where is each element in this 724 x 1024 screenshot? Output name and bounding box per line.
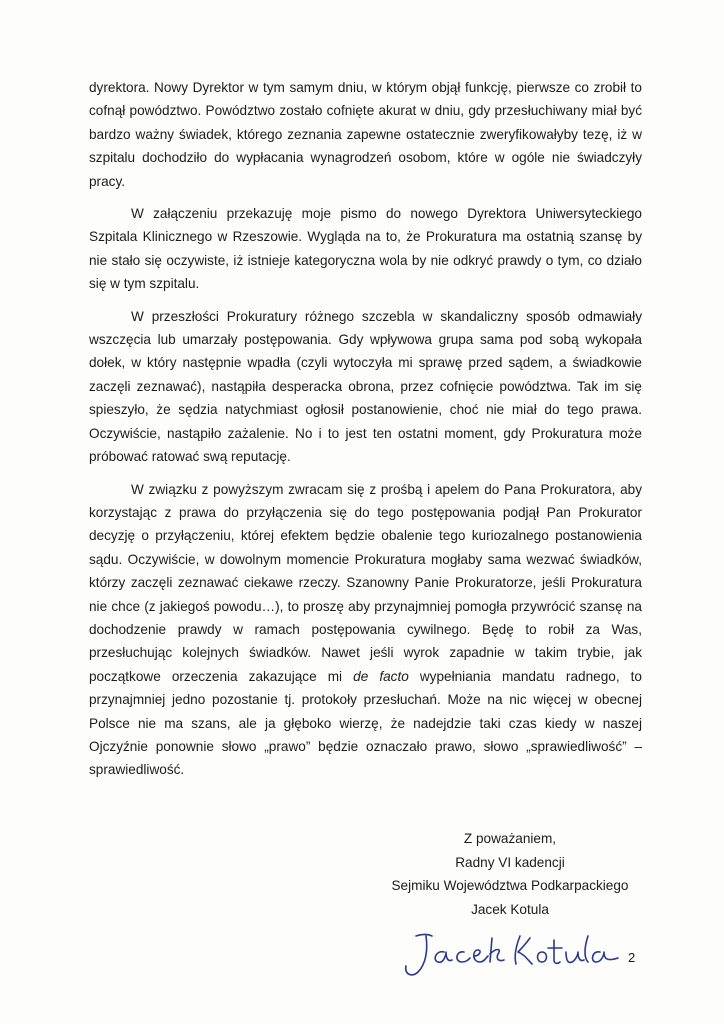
handwritten-signature: [392, 922, 622, 982]
paragraph-1: dyrektora. Nowy Dyrektor w tym samym dniu, w którym objął funkcję, pierwsze co zrobił to cofnął powództwo. Powództwo zostało cofnięte akurat w dniu, gdy przesłuchiwany miał być bardzo ważny świadek, którego zeznania zapewne ostatecznie zweryfikowałyby tezę, iż w szpitalu dochodziło do wypłacania wynagrodzeń osobom, które w ogóle nie świadczyły pracy.: [89, 80, 642, 189]
letter-body: [89, 76, 642, 782]
role-line-2: Sejmiku Województwa Podkarpackiego: [391, 878, 629, 893]
closing-block: [360, 827, 660, 921]
paragraph-3: W przeszłości Prokuratury różnego szczebla w skandaliczny sposób odmawiały wszczęcia lub umarzały postępowania. Gdy wpływowa grupa sama pod sobą wykopała dołek, w który następnie wpadła (czyli wytoczyła mi sprawę przed sądem, a świadkowie zaczęli zeznawać), nastąpiła desperacka obrona, przez cofnięcie powództwa. Tak im się spieszyło, że sędzia natychmiast ogłosił postanowienie, choć nie miał do tego prawa. Oczywiście, nastąpiło zażalenie. No i to jest ten ostatni moment, gdy Prokuratura może próbować ratować swą reputację.: [89, 308, 642, 465]
paragraph-4-part-2: wypełniania mandatu radnego, to przynajmniej jedno pozostanie tj. protokoły przesłuchań. Może na nic więcej w obecnej Polsce nie ma szans, ale ja głęboko wierzę, że nadejdzie taki czas kiedy w naszej Ojczyźnie ponownie słowo „prawo” będzie oznaczało prawo, słowo „sprawiedliwość” – sprawiedliwość.: [89, 668, 642, 778]
signatory-name: Jacek Kotula: [471, 901, 549, 917]
italic-phrase: de facto: [353, 668, 409, 684]
paragraph-4: [89, 478, 642, 782]
paragraph-4-part-1: W związku z powyższym zwracam się z prośbą i apelem do Pana Prokuratora, aby korzystając z prawa do przyłączenia się do tego postępowania podjął Pan Prokurator decyzję o przyłączeniu, której efektem będzie obalenie tego kuriozalnego postanowienia sądu. Oczywiście, w dowolnym momencie Prokuratura mogłaby sama wezwać świadków, którzy zaczęli zeznawać ciekawe rzeczy. Szanowny Panie Prokuratorze, jeśli Prokuratura nie chce (z jakiegoś powodu…), to proszę aby przynajmniej pomogła przywrócić szansę na dochodzenie prawdy w ramach postępowania cywilnego. Będę to robił za Was, przesłuchując kolejnych świadków. Nawet jeśli wyrok zapadnie w takim trybie, jak początkowe orzeczenia zakazujące mi: [89, 481, 642, 684]
page-number: 2: [628, 950, 636, 965]
salutation: Z poważaniem,: [463, 831, 557, 846]
role-line-1: Radny VI kadencji: [455, 854, 565, 870]
paragraph-2: W załączeniu przekazuję moje pismo do nowego Dyrektora Uniwersyteckiego Szpitala Klinicznego w Rzeszowie. Wygląda na to, że Prokuratura ma ostatnią szansę by nie stało się oczywiste, iż istnieje kategoryczna wola by nie odkryć prawdy o tym, co działo się w tym szpitalu.: [89, 206, 642, 292]
